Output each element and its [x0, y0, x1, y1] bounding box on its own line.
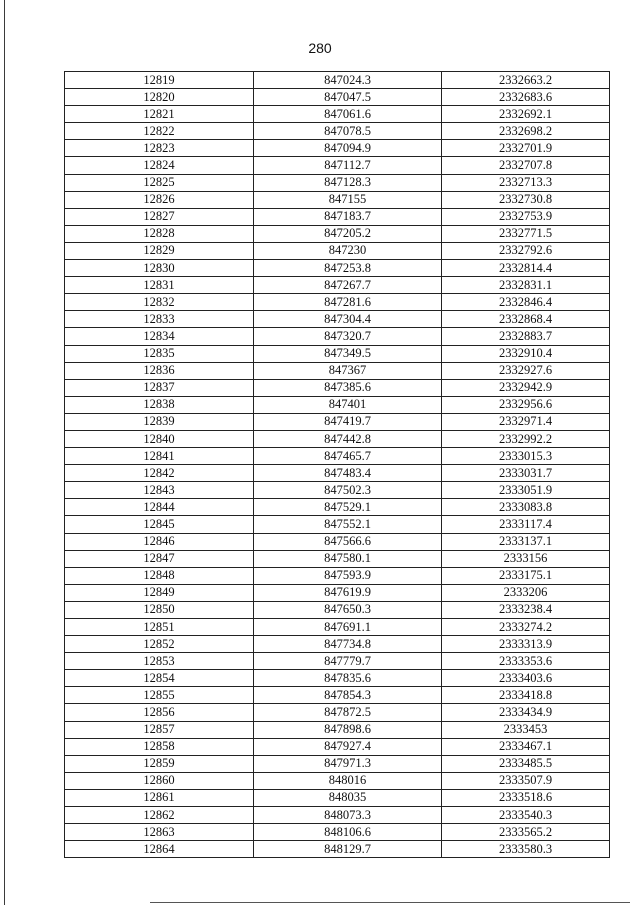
x-coordinate-cell: 847502.3 — [254, 482, 442, 499]
x-coordinate-cell: 847253.8 — [254, 260, 442, 277]
y-coordinate-cell: 2333580.3 — [442, 841, 610, 858]
table-row — [65, 687, 610, 704]
y-coordinate-cell: 2332992.2 — [442, 430, 610, 447]
y-coordinate-cell: 2332753.9 — [442, 208, 610, 225]
table-row — [65, 294, 610, 311]
y-coordinate-cell: 2332868.4 — [442, 311, 610, 328]
point-number-cell: 12841 — [65, 448, 254, 465]
y-coordinate-cell: 2332792.6 — [442, 242, 610, 259]
x-coordinate-cell: 847529.1 — [254, 499, 442, 516]
y-coordinate-cell: 2332846.4 — [442, 294, 610, 311]
x-coordinate-cell: 847230 — [254, 242, 442, 259]
point-number-cell: 12855 — [65, 687, 254, 704]
x-coordinate-cell: 847835.6 — [254, 670, 442, 687]
y-coordinate-cell: 2333117.4 — [442, 516, 610, 533]
x-coordinate-cell: 847281.6 — [254, 294, 442, 311]
x-coordinate-cell: 847419.7 — [254, 413, 442, 430]
point-number-cell: 12854 — [65, 670, 254, 687]
point-number-cell: 12864 — [65, 841, 254, 858]
point-number-cell: 12857 — [65, 721, 254, 738]
table-row — [65, 396, 610, 413]
point-number-cell: 12825 — [65, 174, 254, 191]
y-coordinate-cell: 2332956.6 — [442, 396, 610, 413]
x-coordinate-cell: 847593.9 — [254, 567, 442, 584]
y-coordinate-cell: 2333238.4 — [442, 601, 610, 618]
y-coordinate-cell: 2333434.9 — [442, 704, 610, 721]
table-row — [65, 174, 610, 191]
y-coordinate-cell: 2332771.5 — [442, 225, 610, 242]
y-coordinate-cell: 2332942.9 — [442, 379, 610, 396]
x-coordinate-cell: 847779.7 — [254, 653, 442, 670]
y-coordinate-cell: 2333031.7 — [442, 465, 610, 482]
point-number-cell: 12848 — [65, 567, 254, 584]
point-number-cell: 12821 — [65, 106, 254, 123]
y-coordinate-cell: 2333353.6 — [442, 653, 610, 670]
y-coordinate-cell: 2333137.1 — [442, 533, 610, 550]
x-coordinate-cell: 847872.5 — [254, 704, 442, 721]
x-coordinate-cell: 847183.7 — [254, 208, 442, 225]
point-number-cell: 12829 — [65, 242, 254, 259]
x-coordinate-cell: 847854.3 — [254, 687, 442, 704]
table-row — [65, 789, 610, 806]
table-row — [65, 157, 610, 174]
table-row — [65, 704, 610, 721]
point-number-cell: 12833 — [65, 311, 254, 328]
point-number-cell: 12847 — [65, 550, 254, 567]
y-coordinate-cell: 2333156 — [442, 550, 610, 567]
point-number-cell: 12845 — [65, 516, 254, 533]
y-coordinate-cell: 2333313.9 — [442, 636, 610, 653]
y-coordinate-cell: 2332683.6 — [442, 89, 610, 106]
point-number-cell: 12838 — [65, 396, 254, 413]
y-coordinate-cell: 2332831.1 — [442, 277, 610, 294]
page-edge-line — [4, 0, 5, 905]
table-row — [65, 379, 610, 396]
table-row — [65, 191, 610, 208]
table-row — [65, 653, 610, 670]
x-coordinate-cell: 847094.9 — [254, 140, 442, 157]
y-coordinate-cell: 2333403.6 — [442, 670, 610, 687]
point-number-cell: 12823 — [65, 140, 254, 157]
bottom-divider — [150, 902, 630, 903]
point-number-cell: 12831 — [65, 277, 254, 294]
table-row — [65, 123, 610, 140]
table-row — [65, 225, 610, 242]
table-row — [65, 636, 610, 653]
point-number-cell: 12819 — [65, 72, 254, 89]
table-row — [65, 533, 610, 550]
y-coordinate-cell: 2333540.3 — [442, 807, 610, 824]
x-coordinate-cell: 847483.4 — [254, 465, 442, 482]
table-row — [65, 584, 610, 601]
point-number-cell: 12824 — [65, 157, 254, 174]
x-coordinate-cell: 848129.7 — [254, 841, 442, 858]
point-number-cell: 12861 — [65, 789, 254, 806]
x-coordinate-cell: 847349.5 — [254, 345, 442, 362]
y-coordinate-cell: 2333418.8 — [442, 687, 610, 704]
y-coordinate-cell: 2333485.5 — [442, 755, 610, 772]
y-coordinate-cell: 2332713.3 — [442, 174, 610, 191]
point-number-cell: 12849 — [65, 584, 254, 601]
y-coordinate-cell: 2333206 — [442, 584, 610, 601]
table-row — [65, 430, 610, 447]
y-coordinate-cell: 2333083.8 — [442, 499, 610, 516]
x-coordinate-cell: 847734.8 — [254, 636, 442, 653]
x-coordinate-cell: 847024.3 — [254, 72, 442, 89]
point-number-cell: 12856 — [65, 704, 254, 721]
y-coordinate-cell: 2332883.7 — [442, 328, 610, 345]
x-coordinate-cell: 847971.3 — [254, 755, 442, 772]
point-number-cell: 12846 — [65, 533, 254, 550]
coordinates-table-body — [65, 72, 610, 858]
x-coordinate-cell: 847267.7 — [254, 277, 442, 294]
y-coordinate-cell: 2332707.8 — [442, 157, 610, 174]
page-number: 280 — [308, 40, 332, 56]
y-coordinate-cell: 2332692.1 — [442, 106, 610, 123]
x-coordinate-cell: 847128.3 — [254, 174, 442, 191]
x-coordinate-cell: 848106.6 — [254, 824, 442, 841]
x-coordinate-cell: 848016 — [254, 772, 442, 789]
point-number-cell: 12837 — [65, 379, 254, 396]
coordinates-table-container — [64, 71, 609, 858]
table-row — [65, 260, 610, 277]
x-coordinate-cell: 848035 — [254, 789, 442, 806]
table-row — [65, 106, 610, 123]
point-number-cell: 12853 — [65, 653, 254, 670]
table-row — [65, 738, 610, 755]
y-coordinate-cell: 2333051.9 — [442, 482, 610, 499]
x-coordinate-cell: 847898.6 — [254, 721, 442, 738]
x-coordinate-cell: 848073.3 — [254, 807, 442, 824]
point-number-cell: 12860 — [65, 772, 254, 789]
point-number-cell: 12862 — [65, 807, 254, 824]
table-row — [65, 721, 610, 738]
table-row — [65, 807, 610, 824]
x-coordinate-cell: 847047.5 — [254, 89, 442, 106]
point-number-cell: 12839 — [65, 413, 254, 430]
y-coordinate-cell: 2333467.1 — [442, 738, 610, 755]
y-coordinate-cell: 2333274.2 — [442, 619, 610, 636]
table-row — [65, 824, 610, 841]
point-number-cell: 12843 — [65, 482, 254, 499]
table-row — [65, 670, 610, 687]
table-row — [65, 499, 610, 516]
point-number-cell: 12863 — [65, 824, 254, 841]
x-coordinate-cell: 847580.1 — [254, 550, 442, 567]
point-number-cell: 12850 — [65, 601, 254, 618]
y-coordinate-cell: 2332663.2 — [442, 72, 610, 89]
table-row — [65, 311, 610, 328]
point-number-cell: 12830 — [65, 260, 254, 277]
table-row — [65, 516, 610, 533]
x-coordinate-cell: 847691.1 — [254, 619, 442, 636]
table-row — [65, 89, 610, 106]
x-coordinate-cell: 847320.7 — [254, 328, 442, 345]
table-row — [65, 448, 610, 465]
point-number-cell: 12836 — [65, 362, 254, 379]
x-coordinate-cell: 847385.6 — [254, 379, 442, 396]
x-coordinate-cell: 847566.6 — [254, 533, 442, 550]
table-row — [65, 601, 610, 618]
y-coordinate-cell: 2333175.1 — [442, 567, 610, 584]
y-coordinate-cell: 2333518.6 — [442, 789, 610, 806]
y-coordinate-cell: 2333507.9 — [442, 772, 610, 789]
point-number-cell: 12851 — [65, 619, 254, 636]
point-number-cell: 12844 — [65, 499, 254, 516]
table-row — [65, 755, 610, 772]
y-coordinate-cell: 2332698.2 — [442, 123, 610, 140]
point-number-cell: 12842 — [65, 465, 254, 482]
point-number-cell: 12826 — [65, 191, 254, 208]
x-coordinate-cell: 847078.5 — [254, 123, 442, 140]
point-number-cell: 12840 — [65, 430, 254, 447]
table-row — [65, 242, 610, 259]
y-coordinate-cell: 2332701.9 — [442, 140, 610, 157]
y-coordinate-cell: 2332814.4 — [442, 260, 610, 277]
x-coordinate-cell: 847619.9 — [254, 584, 442, 601]
x-coordinate-cell: 847401 — [254, 396, 442, 413]
x-coordinate-cell: 847367 — [254, 362, 442, 379]
x-coordinate-cell: 847205.2 — [254, 225, 442, 242]
point-number-cell: 12835 — [65, 345, 254, 362]
table-row — [65, 841, 610, 858]
x-coordinate-cell: 847650.3 — [254, 601, 442, 618]
point-number-cell: 12822 — [65, 123, 254, 140]
table-row — [65, 619, 610, 636]
y-coordinate-cell: 2333565.2 — [442, 824, 610, 841]
table-row — [65, 772, 610, 789]
point-number-cell: 12852 — [65, 636, 254, 653]
point-number-cell: 12832 — [65, 294, 254, 311]
point-number-cell: 12858 — [65, 738, 254, 755]
point-number-cell: 12859 — [65, 755, 254, 772]
x-coordinate-cell: 847304.4 — [254, 311, 442, 328]
x-coordinate-cell: 847927.4 — [254, 738, 442, 755]
table-row — [65, 550, 610, 567]
y-coordinate-cell: 2332910.4 — [442, 345, 610, 362]
y-coordinate-cell: 2333453 — [442, 721, 610, 738]
x-coordinate-cell: 847155 — [254, 191, 442, 208]
point-number-cell: 12827 — [65, 208, 254, 225]
x-coordinate-cell: 847112.7 — [254, 157, 442, 174]
x-coordinate-cell: 847465.7 — [254, 448, 442, 465]
table-row — [65, 140, 610, 157]
y-coordinate-cell: 2332927.6 — [442, 362, 610, 379]
y-coordinate-cell: 2332730.8 — [442, 191, 610, 208]
point-number-cell: 12834 — [65, 328, 254, 345]
table-row — [65, 277, 610, 294]
coordinates-table — [64, 71, 610, 858]
point-number-cell: 12820 — [65, 89, 254, 106]
table-row — [65, 482, 610, 499]
table-row — [65, 345, 610, 362]
table-row — [65, 567, 610, 584]
x-coordinate-cell: 847061.6 — [254, 106, 442, 123]
y-coordinate-cell: 2333015.3 — [442, 448, 610, 465]
table-row — [65, 413, 610, 430]
table-row — [65, 208, 610, 225]
x-coordinate-cell: 847552.1 — [254, 516, 442, 533]
point-number-cell: 12828 — [65, 225, 254, 242]
table-row — [65, 465, 610, 482]
table-row — [65, 328, 610, 345]
x-coordinate-cell: 847442.8 — [254, 430, 442, 447]
y-coordinate-cell: 2332971.4 — [442, 413, 610, 430]
table-row — [65, 362, 610, 379]
table-row — [65, 72, 610, 89]
